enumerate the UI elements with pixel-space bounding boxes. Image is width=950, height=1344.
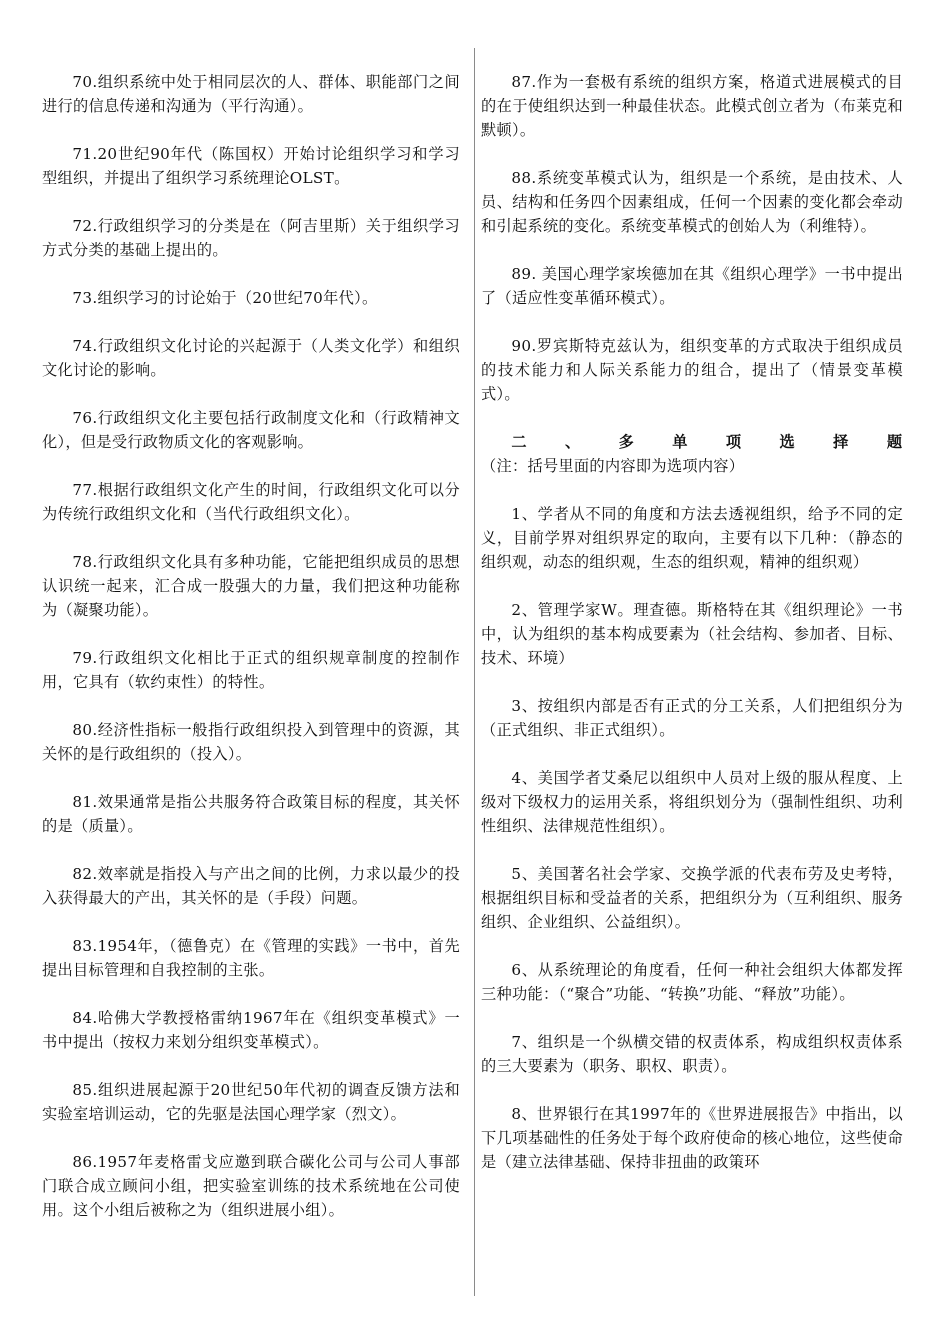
choice-question-7: 7、组织是一个纵横交错的权责体系，构成组织权责体系的三大要素为（职务、职权、职责）。 (481, 1033, 903, 1075)
choice-question-3: 3、按组织内部是否有正式的分工关系，人们把组织分为（正式组织、非正式组织）。 (481, 697, 903, 739)
section-heading-paragraph (481, 430, 903, 478)
choice-question-1: 1、学者从不同的角度和方法去透视组织，给予不同的定义，目前学界对组织界定的取向，主要有以下几种：（静态的组织观，动态的组织观，生态的组织观，精神的组织观） (481, 505, 903, 571)
question-86: 86.1957年麦格雷戈应邀到联合碳化公司与公司人事部门联合成立顾问小组，把实验室训练的技术系统地在公司使用。这个小组后被称之为（组织进展小组）。 (42, 1153, 460, 1219)
question-83: 83.1954年，（德鲁克）在《管理的实践》一书中，首先提出目标管理和自我控制的主张。 (42, 937, 460, 979)
question-77: 77.根据行政组织文化产生的时间，行政组织文化可以分为传统行政组织文化和（当代行政组织文化）。 (42, 481, 460, 523)
choice-question-8: 8、世界银行在其1997年的《世界进展报告》中指出，以下几项基础性的任务处于每个政府使命的核心地位，这些使命是（建立法律基础、保持非扭曲的政策环 (481, 1105, 903, 1171)
question-89: 89. 美国心理学家埃德加在其《组织心理学》一书中提出了（适应性变革循环模式）。 (481, 265, 903, 307)
question-88: 88.系统变革模式认为，组织是一个系统，是由技术、人员、结构和任务四个因素组成，任何一个因素的变化都会牵动和引起系统的变化。系统变革模式的创始人为（利维特）。 (481, 169, 903, 235)
left-column (42, 70, 460, 1246)
question-78: 78.行政组织文化具有多种功能，它能把组织成员的思想认识统一起来，汇合成一股强大的力量，我们把这种功能称为（凝聚功能）。 (42, 553, 460, 619)
question-90: 90.罗宾斯特克兹认为，组织变革的方式取决于组织成员的技术能力和人际关系能力的组合，提出了（情景变革模式）。 (481, 337, 903, 403)
question-71: 71.20世纪90年代（陈国权）开始讨论组织学习和学习型组织，并提出了组织学习系统理论OLST。 (42, 145, 460, 187)
right-column (481, 70, 903, 1198)
question-79: 79.行政组织文化相比于正式的组织规章制度的控制作用，它具有（软约束性）的特性。 (42, 649, 460, 691)
choice-question-4: 4、美国学者艾桑尼以组织中人员对上级的服从程度、上级对下级权力的运用关系，将组织划分为（强制性组织、功利性组织、法律规范性组织）。 (481, 769, 903, 835)
question-81: 81.效果通常是指公共服务符合政策目标的程度，其关怀的是（质量）。 (42, 793, 460, 835)
question-70: 70.组织系统中处于相同层次的人、群体、职能部门之间进行的信息传递和沟通为（平行沟通）。 (42, 73, 460, 115)
section-heading: 二、多单项选择题 (511, 433, 903, 451)
question-76: 76.行政组织文化主要包括行政制度文化和（行政精神文化），但是受行政物质文化的客观影响。 (42, 409, 460, 451)
question-82: 82.效率就是指投入与产出之间的比例，力求以最少的投入获得最大的产出，其关怀的是（手段）问题。 (42, 865, 460, 907)
question-74: 74.行政组织文化讨论的兴起源于（人类文化学）和组织文化讨论的影响。 (42, 337, 460, 379)
choice-question-5: 5、美国著名社会学家、交换学派的代表布劳及史考特，根据组织目标和受益者的关系，把组织分为（互利组织、服务组织、企业组织、公益组织）。 (481, 865, 903, 931)
column-divider (474, 48, 475, 1296)
choice-question-2: 2、管理学家W。理查德。斯格特在其《组织理论》一书中，认为组织的基本构成要素为（社会结构、参加者、目标、技术、环境） (481, 601, 903, 667)
section-note: （注：括号里面的内容即为选项内容） (481, 457, 745, 475)
choice-question-6: 6、从系统理论的角度看，任何一种社会组织大体都发挥三种功能：（“聚合”功能、“转换”功能、“释放”功能）。 (481, 961, 903, 1003)
question-84: 84.哈佛大学教授格雷纳1967年在《组织变革模式》一书中提出（按权力来划分组织变革模式）。 (42, 1009, 460, 1051)
question-72: 72.行政组织学习的分类是在（阿吉里斯）关于组织学习方式分类的基础上提出的。 (42, 217, 460, 259)
question-85: 85.组织进展起源于20世纪50年代初的调查反馈方法和实验室培训运动，它的先驱是法国心理学家（烈文）。 (42, 1081, 460, 1123)
question-80: 80.经济性指标一般指行政组织投入到管理中的资源，其关怀的是行政组织的（投入）。 (42, 721, 460, 763)
question-73: 73.组织学习的讨论始于（20世纪70年代）。 (72, 289, 378, 307)
question-87: 87.作为一套极有系统的组织方案，格道式进展模式的目的在于使组织达到一种最佳状态。此模式创立者为（布莱克和默顿）。 (481, 73, 903, 139)
